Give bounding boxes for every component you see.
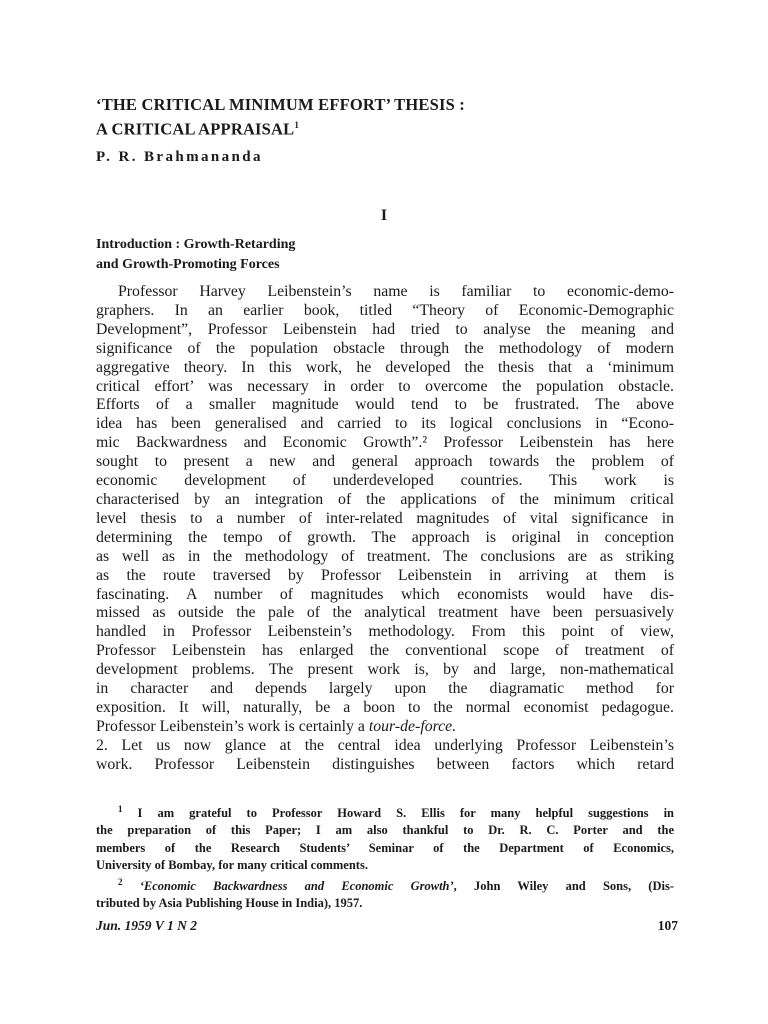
- page-number: 107: [657, 918, 678, 933]
- body-line: sought to present a new and general approach towards the problem of: [96, 453, 674, 471]
- body-line: economic development of underdeveloped countries. This work is: [96, 472, 674, 490]
- body-line: critical effort’ was necessary in order to overcome the population obstacle.: [96, 377, 674, 395]
- body-line: work. Professor Leibenstein distinguishes between factors which retard: [96, 755, 674, 773]
- body-text: [96, 283, 674, 775]
- italic-phrase: tour-de-force.: [368, 717, 457, 735]
- body-line: determining the tempo of growth. The approach is original in conception: [96, 528, 674, 546]
- body-line-text: Professor Leibenstein’s work is certainly a: [96, 717, 369, 735]
- body-line: fascinating. A number of magnitudes which economists would have dis-: [96, 585, 674, 603]
- footnote-2-marker: 2: [118, 876, 123, 887]
- body-line: missed as outside the pale of the analytical treatment have been persuasively: [96, 604, 674, 622]
- footnote-2-line: [96, 874, 674, 895]
- footnote-2-book-title: ‘Economic Backwardness and Economic Growth’: [139, 879, 454, 894]
- article-title: [96, 94, 696, 140]
- footnote-1-line: [96, 801, 674, 822]
- body-line: handled in Professor Leibenstein’s methodology. From this point of view,: [96, 623, 674, 641]
- title-line-2: [96, 115, 696, 140]
- title-line-1: ‘THE CRITICAL MINIMUM EFFORT’ THESIS :: [96, 95, 465, 114]
- body-line: characterised by an integration of the applications of the minimum critical: [96, 490, 674, 508]
- body-line: 2. Let us now glance at the central idea underlying Professor Leibenstein’s: [96, 736, 674, 754]
- issue-info: Jun. 1959 V 1 N 2: [96, 918, 198, 933]
- body-line: exposition. It will, naturally, be a boon to the normal economist pedagogue.: [96, 698, 674, 716]
- body-line: idea has been generalised and carried to its logical conclusions in “Econo-: [96, 415, 674, 433]
- body-line: development problems. The present work is, by and large, non-mathematical: [96, 661, 674, 679]
- footnote-2-line: tributed by Asia Publishing House in India), 1957.: [96, 896, 363, 911]
- body-line: aggregative theory. In this work, he developed the thesis that a ‘minimum: [96, 358, 674, 376]
- body-line: significance of the population obstacle through the methodology of modern: [96, 339, 674, 357]
- footnote-1-marker: 1: [118, 804, 123, 814]
- body-line: Development”, Professor Leibenstein had tried to analyse the meaning and: [96, 320, 674, 338]
- body-line: Efforts of a smaller magnitude would tend to be frustrated. The above: [96, 396, 674, 414]
- body-line-with-italic: [96, 718, 674, 737]
- title-footnote-marker: 1: [294, 120, 300, 130]
- subheading-line-2: and Growth-Promoting Forces: [96, 257, 280, 272]
- title-line-2-text: A CRITICAL APPRAISAL: [96, 119, 295, 139]
- body-line: as the route traversed by Professor Leibenstein in arriving at them is: [96, 566, 674, 584]
- body-line: Professor Leibenstein has enlarged the conventional scope of treatment of: [96, 642, 674, 660]
- body-line: mic Backwardness and Economic Growth”.² Professor Leibenstein has here: [96, 434, 674, 452]
- section-subheading: [96, 235, 295, 275]
- footnote-1-line: University of Bombay, for many critical comments.: [96, 857, 368, 872]
- author-name: P. R. Brahmananda: [96, 149, 263, 165]
- body-line: level thesis to a number of inter-related magnitudes of vital significance in: [96, 509, 674, 527]
- body-line: graphers. In an earlier book, titled “Theory of Economic-Demographic: [96, 301, 674, 319]
- body-line: as well as in the methodology of treatment. The conclusions are as striking: [96, 547, 674, 565]
- subheading-line-1: Introduction : Growth-Retarding: [96, 237, 296, 252]
- footnote-1-line: the preparation of this Paper; I am also thankful to Dr. R. C. Porter and the: [96, 823, 674, 838]
- section-number: I: [380, 207, 388, 224]
- footnote-2-text: , John Wiley and Sons, (Dis-: [453, 879, 674, 894]
- body-line: Professor Harvey Leibenstein’s name is familiar to economic-demo-: [118, 283, 674, 300]
- footnotes: [96, 801, 674, 913]
- body-line: in character and depends largely upon the diagramatic method for: [96, 680, 674, 698]
- footnote-1-text: I am grateful to Professor Howard S. Ellis for many helpful suggestions in: [137, 806, 674, 821]
- footnote-1-line: members of the Research Students’ Seminar of the Department of Economics,: [96, 840, 674, 855]
